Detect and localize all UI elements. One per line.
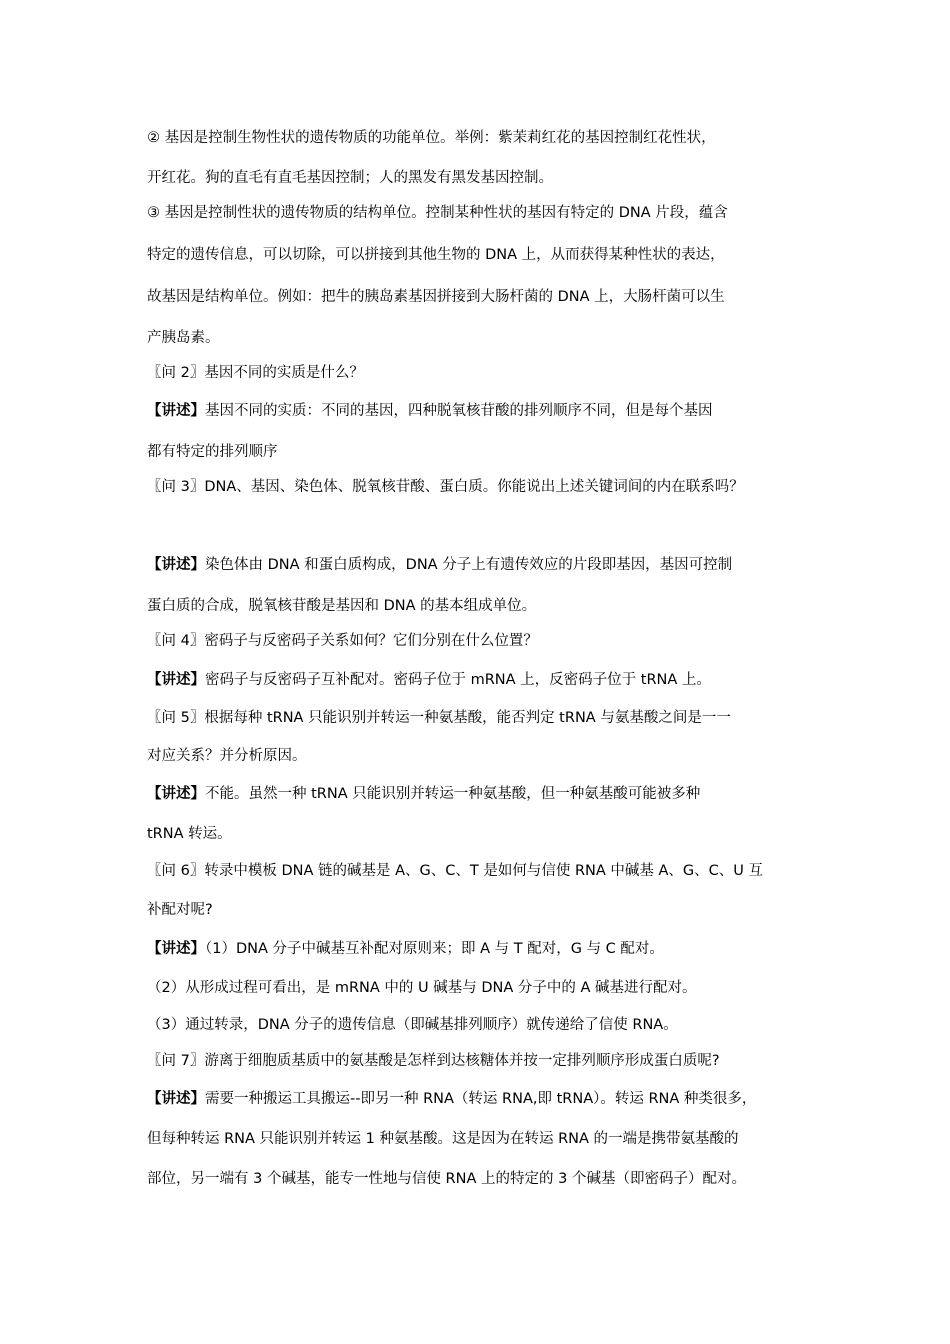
answer-line: 部位，另一端有 3 个碱基，能专一性地与信使 RNA 上的特定的 3 个碱基（即密码子）配对。 <box>147 1171 746 1187</box>
lecture-tag: 【讲述】 <box>147 1091 205 1107</box>
question-line: 〖问 4〗密码子与反密码子关系如何？它们分别在什么位置？ <box>147 633 538 649</box>
answer-line: 【讲述】基因不同的实质：不同的基因，四种脱氧核苷酸的排列顺序不同，但是每个基因 <box>147 403 713 419</box>
question-line: 〖问 2〗基因不同的实质是什么？ <box>147 365 364 381</box>
answer-line: 【讲述】密码子与反密码子互补配对。密码子位于 mRNA 上，反密码子位于 tRNA 上。 <box>147 672 711 688</box>
answer-line: tRNA 转运。 <box>147 826 232 842</box>
lecture-tag: 【讲述】 <box>147 403 205 419</box>
question-line: 补配对呢? <box>147 902 213 918</box>
paragraph-line: 产胰岛素。 <box>147 330 220 346</box>
answer-line: 【讲述】需要一种搬运工具搬运--即另一种 RNA（转运 RNA,即 tRNA）。转运 RNA 种类很多， <box>147 1091 757 1107</box>
paragraph-line: 开红花。狗的直毛有直毛基因控制；人的黑发有黑发基因控制。 <box>147 170 553 186</box>
answer-line: 但每种转运 RNA 只能识别并转运 1 种氨基酸。这是因为在转运 RNA 的一端是携带氨基酸的 <box>147 1131 739 1147</box>
answer-line: 【讲述】染色体由 DNA 和蛋白质构成，DNA 分子上有遗传效应的片段即基因，基因可控制 <box>147 557 733 573</box>
lecture-tag: 【讲述】 <box>147 557 205 573</box>
question-line: 〖问 6〗转录中模板 DNA 链的碱基是 A、G、C、T 是如何与信使 RNA 中碱基 A、G、C、U 互 <box>147 863 764 879</box>
question-line: 〖问 3〗DNA、基因、染色体、脱氧核苷酸、蛋白质。你能说出上述关键词间的内在联系吗？ <box>147 479 744 495</box>
lecture-tag: 【讲述】 <box>147 786 205 802</box>
paragraph-line: ② 基因是控制生物性状的遗传物质的功能单位。举例：紫茉莉红花的基因控制红花性状， <box>147 130 716 146</box>
answer-line: 蛋白质的合成，脱氧核苷酸是基因和 DNA 的基本组成单位。 <box>147 598 537 614</box>
answer-line: （3）通过转录，DNA 分子的遗传信息（即碱基排列顺序）就传递给了信使 RNA。 <box>147 1017 678 1033</box>
answer-line: 【讲述】不能。虽然一种 tRNA 只能识别并转运一种氨基酸，但一种氨基酸可能被多种 <box>147 786 701 802</box>
question-line: 〖问 7〗游离于细胞质基质中的氨基酸是怎样到达核糖体并按一定排列顺序形成蛋白质呢? <box>147 1053 720 1069</box>
question-line: 对应关系？并分析原因。 <box>147 748 307 764</box>
answer-line: 【讲述】（1）DNA 分子中碱基互补配对原则来；即 A 与 T 配对，G 与 C 配对。 <box>147 941 664 957</box>
paragraph-line: 故基因是结构单位。例如：把牛的胰岛素基因拼接到大肠杆菌的 DNA 上，大肠杆菌可以生 <box>147 289 725 305</box>
lecture-tag: 【讲述】 <box>147 941 205 957</box>
paragraph-line: ③ 基因是控制性状的遗传物质的结构单位。控制某种性状的基因有特定的 DNA 片段，蕴含 <box>147 205 728 221</box>
lecture-tag: 【讲述】 <box>147 672 205 688</box>
paragraph-line: 特定的遗传信息，可以切除，可以拼接到其他生物的 DNA 上，从而获得某种性状的表达， <box>147 247 725 263</box>
answer-line: 都有特定的排列顺序 <box>147 444 278 460</box>
answer-line: （2）从形成过程可看出，是 mRNA 中的 U 碱基与 DNA 分子中的 A 碱基进行配对。 <box>147 980 697 996</box>
question-line: 〖问 5〗根据每种 tRNA 只能识别并转运一种氨基酸，能否判定 tRNA 与氨基酸之间是一一 <box>147 710 731 726</box>
